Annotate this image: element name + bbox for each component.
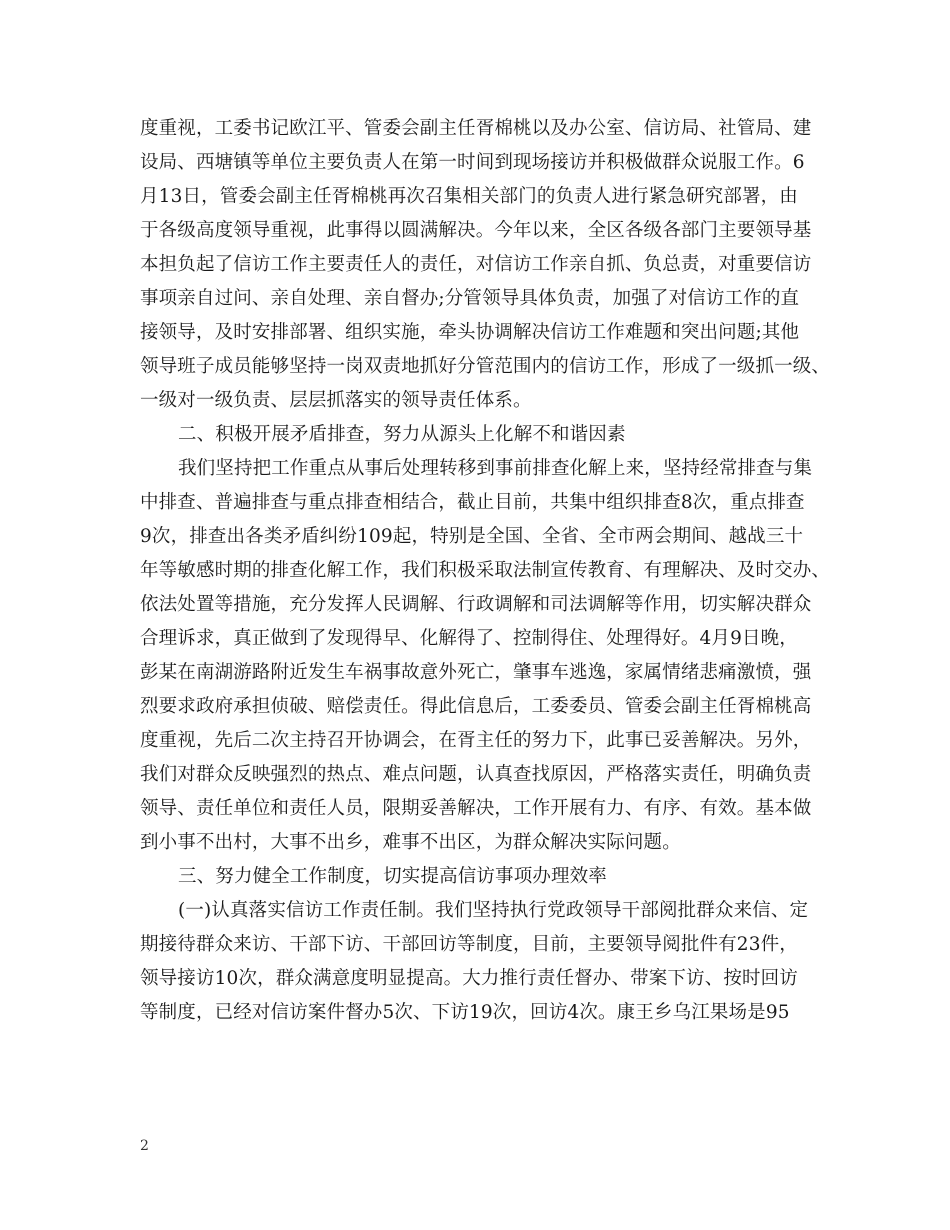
text-line: 月13日，管委会副主任胥棉桃再次召集相关部门的负责人进行紧急研究部署，由 <box>140 186 798 207</box>
text-line: 我们对群众反映强烈的热点、难点问题，认真查找原因，严格落实责任，明确负责 <box>140 764 812 785</box>
text-line: 度重视，工委书记欧江平、管委会副主任胥棉桃以及办公室、信访局、社管局、建 <box>140 118 812 139</box>
text-line: (一)认真落实信访工作责任制。我们坚持执行党政领导干部阅批群众来信、定 <box>178 900 809 921</box>
text-line: 年等敏感时期的排查化解工作，我们积极采取法制宣传教育、有理解决、及时交办、 <box>140 560 831 581</box>
text-line: 于各级高度领导重视，此事得以圆满解决。今年以来，全区各级各部门主要领导基 <box>140 220 812 241</box>
section-heading: 二、积极开展矛盾排查，努力从源头上化解不和谐因素 <box>178 424 626 445</box>
text-line: 到小事不出村，大事不出乡，难事不出区，为群众解决实际问题。 <box>140 832 681 853</box>
text-line: 我们坚持把工作重点从事后处理转移到事前排查化解上来，坚持经常排查与集 <box>178 458 813 479</box>
text-line: 烈要求政府承担侦破、赔偿责任。得此信息后，工委委员、管委会副主任胥棉桃高 <box>140 696 812 717</box>
text-line: 度重视，先后二次主持召开协调会，在胥主任的努力下，此事已妥善解决。另外， <box>140 730 812 751</box>
text-line: 领导、责任单位和责任人员，限期妥善解决，工作开展有力、有序、有效。基本做 <box>140 798 812 819</box>
text-line: 领导接访10次，群众满意度明显提高。大力推行责任督办、带案下访、按时回访 <box>140 968 798 989</box>
text-line: 期接待群众来访、干部下访、干部回访等制度，目前，主要领导阅批件有23件， <box>140 934 798 955</box>
text-line: 接领导，及时安排部署、组织实施，牵头协调解决信访工作难题和突出问题;其他 <box>140 322 800 343</box>
text-line: 事项亲自过问、亲自处理、亲自督办;分管领导具体负责，加强了对信访工作的直 <box>140 288 800 309</box>
text-line: 中排查、普遍排查与重点排查相结合，截止目前，共集中组织排查8次，重点排查 <box>140 492 805 513</box>
text-line: 彭某在南湖游路附近发生车祸事故意外死亡，肇事车逃逸，家属情绪悲痛激愤，强 <box>140 662 812 683</box>
text-line: 本担负起了信访工作主要责任人的责任，对信访工作亲自抓、负总责，对重要信访 <box>140 254 812 275</box>
text-line: 依法处置等措施，充分发挥人民调解、行政调解和司法调解等作用，切实解决群众 <box>140 594 812 615</box>
text-line: 设局、西塘镇等单位主要负责人在第一时间到现场接访并积极做群众说服工作。6 <box>140 152 805 173</box>
text-line: 领导班子成员能够坚持一岗双责地抓好分管范围内的信访工作，形成了一级抓一级、 <box>140 356 831 377</box>
section-heading: 三、努力健全工作制度，切实提高信访事项办理效率 <box>178 866 607 887</box>
text-line: 一级对一级负责、层层抓落实的领导责任体系。 <box>140 390 532 411</box>
page-number: 2 <box>140 1138 149 1154</box>
body-text <box>140 112 832 1030</box>
text-line: 9次，排查出各类矛盾纠纷109起，特别是全国、全省、全市两会期间、越战三十 <box>140 526 804 547</box>
text-line: 合理诉求，真正做到了发现得早、化解得了、控制得住、处理得好。4月9日晚， <box>140 628 798 649</box>
text-line: 等制度，已经对信访案件督办5次、下访19次，回访4次。康王乡乌江果场是95 <box>140 1002 790 1023</box>
